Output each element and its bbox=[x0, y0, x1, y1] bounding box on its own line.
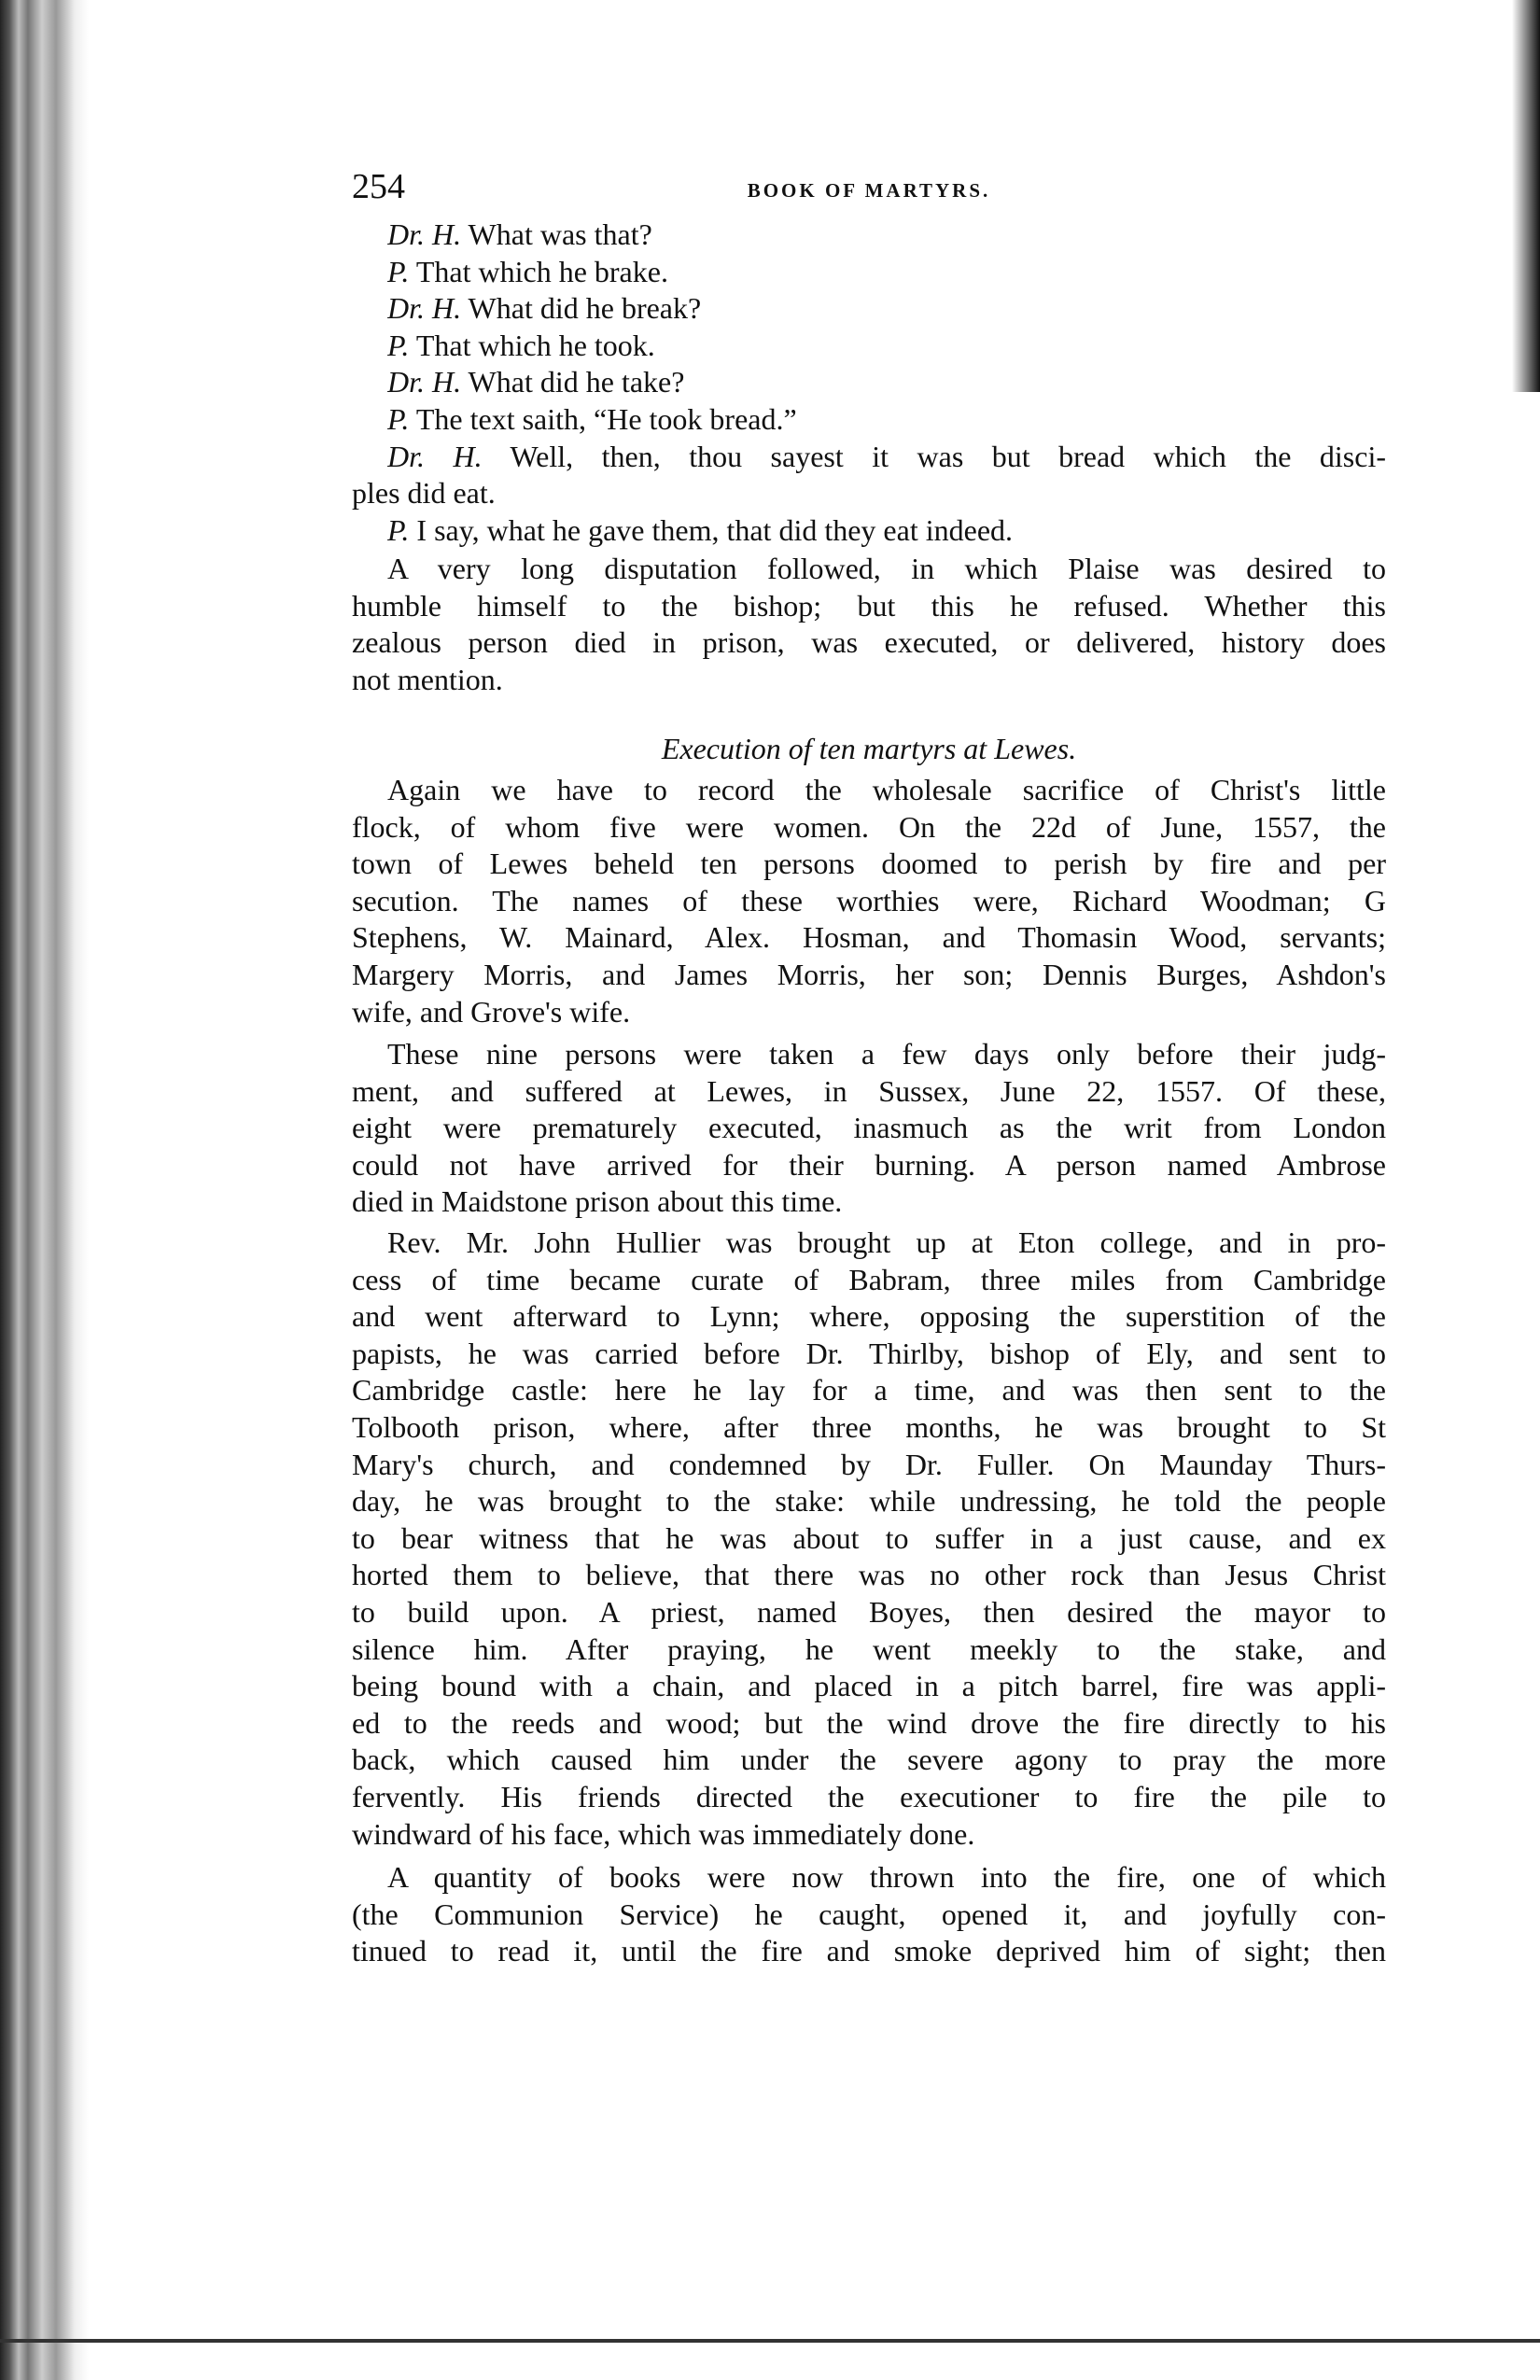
dialogue-line bbox=[387, 364, 1386, 401]
dialogue-text: That which he brake. bbox=[415, 254, 668, 288]
text-line: could not have arrived for their burning. A person named Ambrose bbox=[352, 1147, 1386, 1182]
dialogue-line bbox=[387, 328, 1386, 365]
text-line: ment, and suffered at Lewes, in Sussex, June 22, 1557. Of these, bbox=[352, 1073, 1386, 1108]
text-line: eight were prematurely executed, inasmuch as the writ from London bbox=[352, 1111, 1386, 1145]
text-line: flock, of whom five were women. On the 22d of June, 1557, the bbox=[352, 809, 1386, 844]
text-line: Again we have to record the wholesale sacrifice of Christ's little bbox=[387, 773, 1386, 806]
text-line: Margery Morris, and James Morris, her son; Dennis Burges, Ashdon's bbox=[352, 957, 1386, 991]
dialogue-text: I say, what he gave them, that did they eat indeed. bbox=[416, 512, 1014, 547]
text-line: A quantity of books were now thrown into the fire, one of which bbox=[387, 1860, 1386, 1894]
text-line: A very long disputation followed, in which Plaise was desired to bbox=[387, 552, 1386, 585]
page-header bbox=[352, 166, 1386, 209]
page-number: 254 bbox=[352, 167, 405, 206]
text-line: Cambridge castle: here he lay for a time, and was then sent to the bbox=[352, 1373, 1386, 1407]
dialogue-line bbox=[387, 290, 1386, 328]
text-line: ed to the reeds and wood; but the wind drove the fire directly to his bbox=[352, 1705, 1386, 1740]
text-line: back, which caused him under the severe agony to pray the more bbox=[352, 1743, 1386, 1777]
speaker-label: Dr. H. bbox=[387, 217, 462, 251]
speaker-label: Dr. H. bbox=[387, 291, 462, 326]
text-line: papists, he was carried before Dr. Thirlby, bishop of Ely, and sent to bbox=[352, 1336, 1386, 1370]
running-title: BOOK OF MARTYRS. bbox=[747, 179, 991, 202]
text-line: town of Lewes beheld ten persons doomed to perish by fire and per bbox=[352, 847, 1386, 881]
section-heading: Execution of ten martyrs at Lewes. bbox=[661, 732, 1077, 765]
text-line: being bound with a chain, and placed in a pitch barrel, fire was appli- bbox=[352, 1669, 1386, 1703]
text-line: tinued to read it, until the fire and smoke deprived him of sight; then bbox=[352, 1934, 1386, 1968]
paragraph-books bbox=[352, 1859, 1386, 1970]
paragraph-plaise bbox=[352, 551, 1386, 698]
dialogue-text: What did he break? bbox=[468, 291, 702, 326]
speaker-label: Dr. H. bbox=[387, 365, 462, 399]
dialogue-block bbox=[352, 217, 1386, 549]
text-line: Tolbooth prison, where, after three months, he was brought to St bbox=[352, 1409, 1386, 1444]
speaker-label: P. bbox=[387, 512, 410, 547]
text-line: Stephens, W. Mainard, Alex. Hosman, and Thomasin Wood, servants; bbox=[352, 920, 1386, 955]
speaker-label: Dr. H. bbox=[387, 439, 483, 473]
text-line: wife, and Grove's wife. bbox=[352, 994, 631, 1029]
dialogue-text: Well, then, thou sayest it was but bread which the disci- bbox=[510, 439, 1386, 473]
dialogue-line bbox=[387, 439, 1386, 476]
text-line: horted them to believe, that there was no other rock than Jesus Christ bbox=[352, 1558, 1386, 1592]
text-line: to build upon. A priest, named Boyes, then desired the mayor to bbox=[352, 1594, 1386, 1629]
book-binding-edge bbox=[0, 0, 89, 2380]
text-line: and went afterward to Lynn; where, opposing the superstition of the bbox=[352, 1299, 1386, 1334]
text-line: Mary's church, and condemned by Dr. Fuller. On Maunday Thurs- bbox=[352, 1447, 1386, 1481]
dialogue-text: That which he took. bbox=[415, 328, 655, 362]
text-line: died in Maidstone prison about this time. bbox=[352, 1184, 843, 1219]
dialogue-continuation: ples did eat. bbox=[352, 476, 496, 511]
text-line: cess of time became curate of Babram, three miles from Cambridge bbox=[352, 1262, 1386, 1296]
text-line: windward of his face, which was immediately done. bbox=[352, 1816, 975, 1851]
dialogue-line bbox=[387, 217, 1386, 254]
dialogue-line bbox=[387, 254, 1386, 291]
dialogue-text: What was that? bbox=[468, 217, 652, 251]
page-bottom-edge bbox=[0, 2339, 1540, 2343]
text-line: Rev. Mr. John Hullier was brought up at Eton college, and in pro- bbox=[387, 1225, 1386, 1259]
speaker-label: P. bbox=[387, 254, 410, 288]
paragraph-hullier bbox=[352, 1225, 1386, 1853]
paragraph-nine-persons bbox=[352, 1036, 1386, 1221]
dialogue-line bbox=[387, 401, 1386, 439]
dialogue-text: The text saith, “He took bread.” bbox=[415, 401, 797, 436]
text-line: silence him. After praying, he went meekly to the stake, and bbox=[352, 1631, 1386, 1666]
text-line: day, he was brought to the stake: while undressing, he told the people bbox=[352, 1484, 1386, 1519]
dialogue-text: What did he take? bbox=[468, 365, 685, 399]
speaker-label: P. bbox=[387, 328, 410, 362]
text-line: fervently. His friends directed the executioner to fire the pile to bbox=[352, 1779, 1386, 1813]
text-line: zealous person died in prison, was executed, or delivered, history does bbox=[352, 625, 1386, 660]
text-line: These nine persons were taken a few days only before their judg- bbox=[387, 1037, 1386, 1071]
text-line: to bear witness that he was about to suffer in a just cause, and ex bbox=[352, 1520, 1386, 1555]
speaker-label: P. bbox=[387, 401, 410, 436]
text-line: humble himself to the bishop; but this he refused. Whether this bbox=[352, 588, 1386, 623]
dialogue-line bbox=[387, 512, 1386, 550]
text-line: not mention. bbox=[352, 662, 503, 696]
text-line: secution. The names of these worthies were, Richard Woodman; G bbox=[352, 883, 1386, 917]
page-edge-shadow bbox=[1512, 0, 1540, 392]
text-line: (the Communion Service) he caught, opened it, and joyfully con- bbox=[352, 1897, 1386, 1931]
paragraph-lewes bbox=[352, 772, 1386, 1030]
